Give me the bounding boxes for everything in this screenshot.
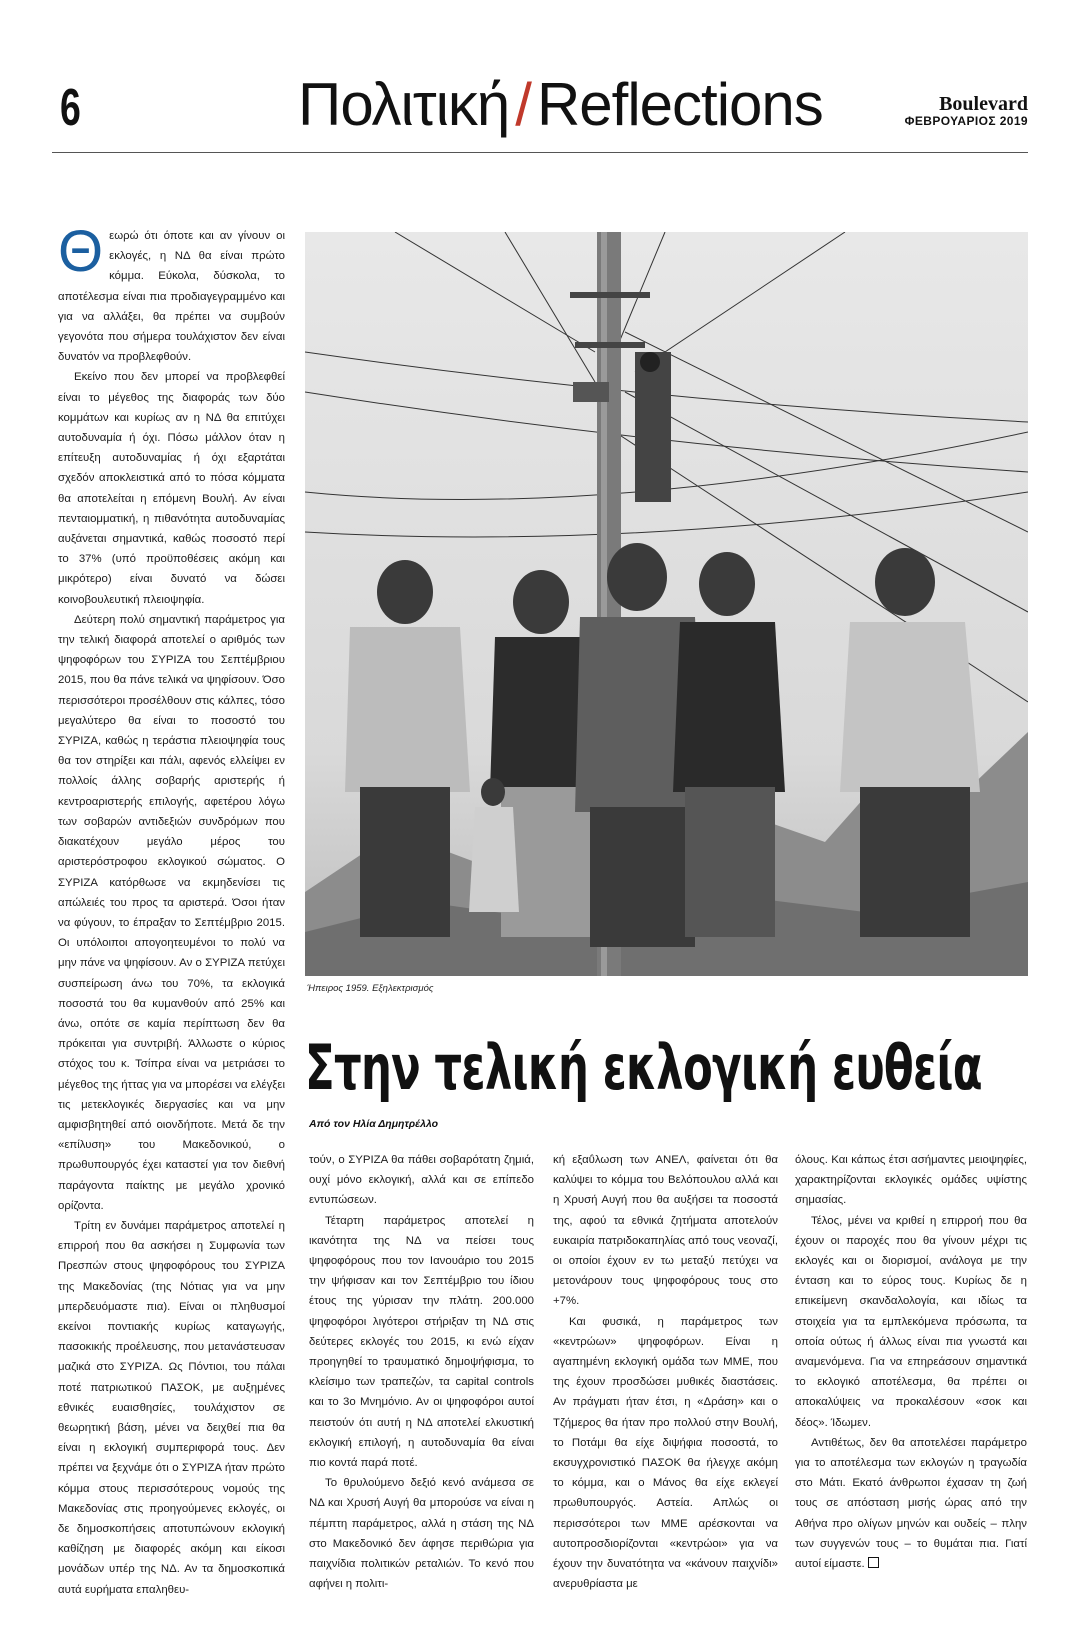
article-column-1 [58,219,285,1600]
paragraph: όλους. Και κάπως έτσι ασήμαντες μειοψηφίες, χαρακτηρίζονται εκλογικές ομάδες υψίστης σημασίας. [795,1154,1027,1207]
paragraph: τούν, ο ΣΥΡΙΖΑ θα πάθει σοβαρότατη ζημιά, ουχί μόνο εκλογική, αλλά και σε επίπεδο εντυπώσεων. [309,1154,534,1207]
end-of-article-icon [868,1557,879,1568]
header-rule [52,152,1028,153]
paragraph: Το θρυλούμενο δεξιό κενό ανάμεσα σε ΝΔ και Χρυσή Αυγή θα μπορούσε να είναι η πέμπτη παράμετρος, αλλά η στάση της ΝΔ στο Μακεδονικό δεν άφησε περιθώρια για παιχνίδια πολιτικών ρεταλιών. Το κενό που αφήνει η πολιτι- [309,1477,534,1591]
paragraph: Τέταρτη παράμετρος αποτελεί η ικανότητα της ΝΔ να πείσει τους ψηφοφόρους που τον Ιανουάριο του 2015 την ψήφισαν και τον Σεπτέμβριο του ίδιου έτους της γύρισαν την πλάτη. 200.000 ψηφοφόροι λιγότεροι στήριξαν τη ΝΔ στις δεύτερες εκλογές του 2015, κι ενώ είχαν προηγηθεί το τραυματικό δημοψήφισμα, το κλείσιμο των τραπεζών, τα capital controls και το 3ο Μνημόνιο. Αν οι ψηφοφόροι αυτοί πειστούν ότι αυτή η ΝΔ αποτελεί ελκυστική εκλογική επιλογή, η αυτοδυναμία θα είναι πιο κοντά παρά ποτέ. [309,1214,534,1470]
paragraph: Και φυσικά, η παράμετρος των «κεντρώων» ψηφοφόρων. Είναι η αγαπημένη εκλογική ομάδα των ΜΜΕ, που της έχουν προσδώσει μυθικές διαστάσεις. Αν πράγματι ήταν έτσι, η «Δράση» και ο Τζήμερος θα ήταν προ πολλού στην Βουλή, το Ποτάμι θα είχε διψήφια ποσοστά, το εκσυγχρονιστικό ΠΑΣΟΚ θα ήλεγχε ακόμη το κόμμα, και ο Μάνος θα είχε εκλεγεί πρωθυπουργός. Αστεία. Απλώς οι περισσότεροι των ΜΜΕ αρέσκονται να αυτοπροσδιορίζονται «κεντρώοι» για να έχουν την δυνατότητα να «κάνουν παιχνίδι» ανερυθρίαστα με [553,1315,778,1591]
article-photo [305,232,1028,976]
article-headline: Στην τελική εκλογική ευθεία [305,1031,982,1104]
section-title [298,70,823,140]
paragraph: Τρίτη εν δυνάμει παράμετρος αποτελεί η επιρροή που θα ασκήσει η Συμφωνία των Πρεσπών στους ψηφοφόρους του ΣΥΡΙΖΑ της Μακεδονίας (της Νότιας για να μην μπερδευόμαστε πια). Είναι οι πληθυσμοί εκείνοι ποντιακής κυρίως καταγωγής, πασοκικής προέλευσης, που μετανάστευσαν μαζικά στο ΣΥΡΙΖΑ. Ως Πόντιοι, του πάλαι ποτέ πατριωτικού ΠΑΣΟΚ, με αυξημένες εθνικές ευαισθησίες, τουλάχιστον σε θεωρητική βάση, μένει να δειχθεί πια θα είναι η εκλογική συμπεριφορά τους. Δεν πρέπει να ξεχνάμε ότι ο ΣΥΡΙΖΑ ήταν πρώτο κόμμα στους περισσότερους νομούς της Μακεδονίας στις προηγούμενες εκλογές, οι δε δημοσκοπήσεις αποτυπώνουν εκλογική καθίζηση με διαφορές ακόμη και είκοσι μονάδων υπέρ της ΝΔ. Αν τα δημοσκοπικά αυτά ευρήματα επαληθευ- [58,1219,285,1596]
publication-brand: Boulevard [939,93,1028,115]
article-column-3 [553,1150,778,1594]
paragraph-text: Αντιθέτως, δεν θα αποτελέσει παράμετρο για το αποτέλεσμα των εκλογών η τραγωδία στο Μάτι. Εκατό άνθρωποι έχασαν τη ζωή τους σε απόσταση μισής ώρας από την Αθήνα προ ολίγων μηνών και ουδείς – πλην των συγγενών τους – το θυμάται πια. Γιατί αυτοί είμαστε. [795,1436,1027,1571]
article-byline: Από τον Ηλία Δημητρέλλο [309,1118,439,1130]
photo-caption: Ήπειρος 1959. Εξηλεκτρισμός [307,983,434,994]
page-number: 6 [60,79,81,137]
section-reflections: Reflections [536,71,823,138]
section-divider: / [515,71,531,138]
issue-date: ΦΕΒΡΟΥΑΡΙΟΣ 2019 [904,114,1028,128]
paragraph-intro [58,219,285,367]
section-politics: Πολιτική [298,71,510,138]
paragraph-text: εωρώ ότι όποτε και αν γίνουν οι εκλογές, η ΝΔ θα είναι πρώτο κόμμα. Εύκολα, δύσκολα, το αποτέλεσμα είναι πια προδιαγεγραμμένο και για να αλλάξει, θα πρέπει να συμβούν γεγονότα που σήμερα τουλάχιστον δεν είναι δυνατόν να προβλεφθούν. [58,230,285,364]
drop-cap: Θ [58,219,104,284]
paragraph: κή εξαΰλωση των ΑΝΕΛ, φαίνεται ότι θα καλύψει το κόμμα του Βελόπουλου αλλά και η Χρυσή Αυγή που θα αυξήσει τα ποσοστά της, αφού τα εθνικά ζητήματα αποτελούν ευκαιρία πατριδοκαπηλίας από τους νεοναζί, οι οποίοι έχουν εν τω μεταξύ πετύχει να μετονάρουν τους ψηφοφόρους τους στο +7%. [553,1154,778,1308]
article-column-2 [309,1150,534,1594]
paragraph: Τέλος, μένει να κριθεί η επιρροή που θα έχουν οι παροχές που θα γίνουν μέχρι τις εκλογές και οι διορισμοί, ανάλογα με την ένταση και το εύρος τους. Κυρίως δε η επικείμενη σκανδαλολογία, και ιδίως τα στοιχεία για τα εμπλεκόμενα πρόσωπα, τα οποία ούτως ή άλλως είναι πια γνωστά και αναμενόμενα. Για να επηρεάσουν σημαντικά το εκλογικό αποτέλεσμα, θα πρέπει οι αποκαλύψεις να προκαλέσουν «σοκ και δέος». Ίδωμεν. [795,1214,1027,1429]
paragraph: Εκείνο που δεν μπορεί να προβλεφθεί είναι το μέγεθος της διαφοράς των δύο κομμάτων και κυρίως αν η ΝΔ θα επιτύχει αυτοδυναμία ή όχι. Πόσω μάλλον όταν η επίτευξη αυτοδυναμίας ή όχι εξαρτάται σχεδόν αποκλειστικά από το πόσα κόμματα θα αποτελείται η επόμενη Βουλή. Αν είναι πενταιομματική, η πιθανότητα αυτοδυναμίας αυξάνεται σημαντικά, καθώς ποσοστό περί το 37% (υπό προϋποθέσεις ακόμη και μικρότερο) είναι δυνατό να δώσει κοινοβουλευτική πλειοψηφία. [58,371,285,606]
article-column-4 [795,1150,1027,1574]
paragraph-final [795,1433,1027,1574]
paragraph: Δεύτερη πολύ σημαντική παράμετρος για την τελική διαφορά αποτελεί ο αριθμός των ψηφοφόρων του ΣΥΡΙΖΑ του Σεπτέμβριου 2015, που θα πάνε τελικά να ψηφίσουν. Όσο περισσότεροι προσέλθουν στις κάλπες, τόσο μεγαλύτερο θα είναι το ποσοστό του ΣΥΡΙΖΑ, καθώς η τεράστια πλειοψηφία τους θα τον στηρίξει και πάλι, αφενός ελλείψει εν πολλοίς άλλης σοβαρής αριστερής ή κεντροαριστερής επιλογής, αφετέρου λόγω των σοβαρών αντιδεξιών συνδρόμων που διακατέχουν μεγάλο μέρος του αριστερόστροφου εκλογικού σώματος. Ο ΣΥΡΙΖΑ κατόρθωσε να εκμηδενίσει τις απώλειές του προς τα αριστερά. Όσοι ήταν να φύγουν, το έπραξαν το Σεπτέμβριο 2015. Οι υπόλοιποι απογοητευμένοι το πολύ να μην πάνε να ψηφίσουν. Αν ο ΣΥΡΙΖΑ πετύχει συσπείρωση άνω του 70%, τα εκλογικά ποσοστά του θα κυμανθούν από 25% και άνω, οπότε σε καμία περίπτωση δεν θα πρόκειται για συντριβή. Άλλωστε ο κύριος στόχος του κ. Τσίπρα είναι να μετριάσει το μέγεθος της ήττας για να μπορέσει να ελέγξει τις μετεκλογικές διεργασίες και να μην αμφισβητηθεί από οιονδήποτε. Μετά δε την «επίλυση» του Μακεδονικού, ο πρωθυπουργός έχει καταστεί για τον διεθνή παράγοντα παίκτης με μεγάλο χρονικό ορίζοντα. [58,613,285,1212]
